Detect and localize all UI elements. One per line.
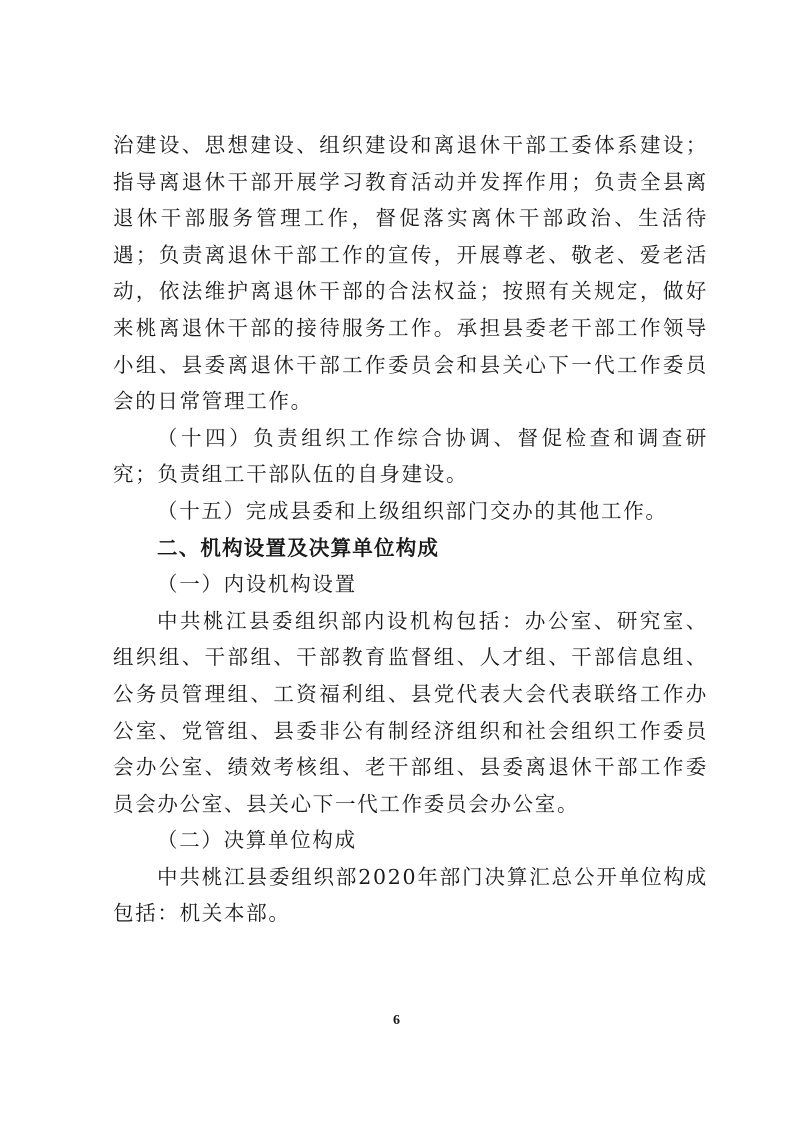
page-number: 6 (393, 1013, 400, 1028)
section-heading-2: 二、机构设置及决算单位构成 (157, 535, 440, 560)
paragraph-item-15: （十五）完成县委和上级组织部门交办的其他工作。 (157, 498, 668, 523)
paragraph-internal-structure: 中共桃江县委组织部内设机构包括：办公室、研究室、组织组、干部组、干部教育监督组、人才组、干部信息组、公务员管理组、工资福利组、县党代表大会代表联络工作办公室、党管组、县委非公有制经济组织和社会组织工作委员会办公室、绩效考核组、老干部组、县委离退休干部工作委员会办公室、县关心下一代工作委员会办公室。 (113, 608, 708, 816)
paragraph-item-14: （十四）负责组织工作综合协调、督促检查和调查研究；负责组工干部队伍的自身建设。 (113, 425, 708, 487)
subsection-heading-1: （一）内设机构设置 (157, 572, 357, 597)
subsection-heading-2: （二）决算单位构成 (157, 828, 357, 853)
paragraph-duties-continued: 治建设、思想建设、组织建设和离退休干部工委体系建设；指导离退休干部开展学习教育活动并发挥作用；负责全县离退休干部服务管理工作，督促落实离休干部政治、生活待遇；负责离退休干部工作的宣传，开展尊老、敬老、爱老活动，依法维护离退休干部的合法权益；按照有关规定，做好来桃离退休干部的接待服务工作。承担县委老干部工作领导小组、县委离退休干部工作委员会和县关心下一代工作委员会的日常管理工作。 (113, 133, 708, 414)
paragraph-unit-composition: 中共桃江县委组织部2020年部门决算汇总公开单位构成包括：机关本部。 (113, 864, 708, 926)
document-body (113, 127, 708, 932)
